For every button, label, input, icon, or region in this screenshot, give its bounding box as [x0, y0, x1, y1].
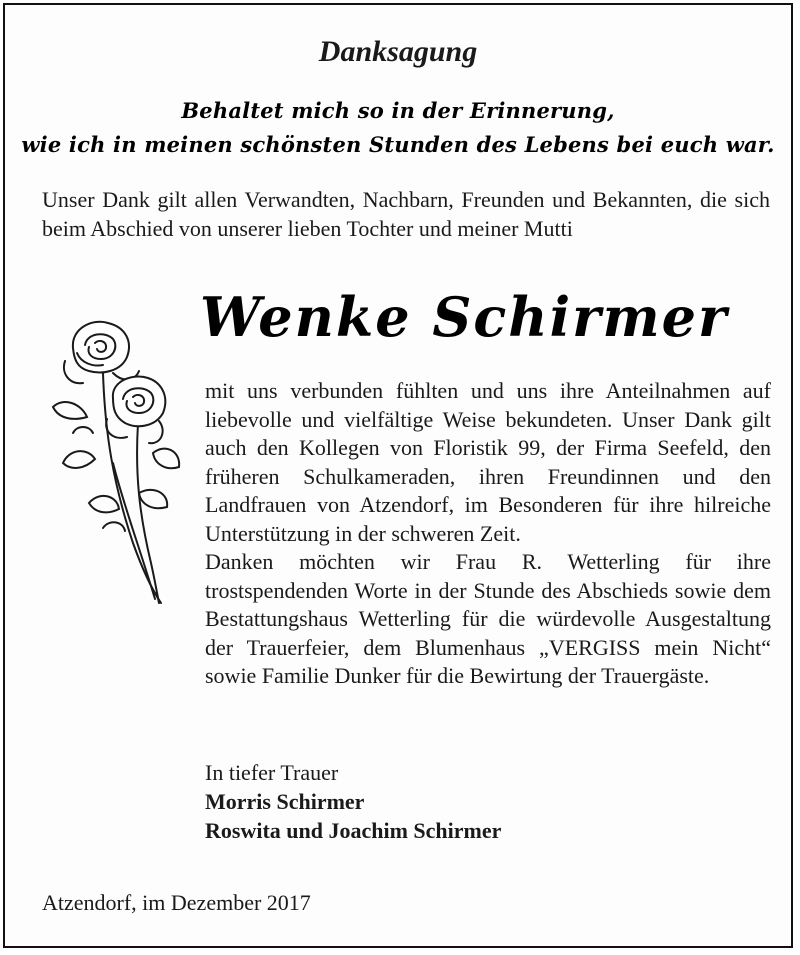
obituary-notice: [3, 3, 793, 948]
message-paragraph-1: mit uns verbunden fühlten und uns ihre Anteilnahmen auf liebevolle und vielfältige Weise bekundeten. Unser Dank gilt auch den Kollegen von Floristik 99, der Firma Seefeld, den früheren Schulkameraden, ihren Freundinnen und den Landfrauen von Atzendorf, im Besonderen für ihre hilreiche Unterstützung in der schweren Zeit.: [205, 378, 771, 546]
signature-block: [205, 758, 501, 845]
quote-line-2: wie ich in meinen schönsten Stunden des Lebens bei euch war.: [21, 132, 775, 157]
deceased-name: Wenke Schirmer: [200, 285, 729, 349]
roses-icon: [43, 313, 185, 609]
signatory-1: Morris Schirmer: [205, 789, 365, 814]
message-body: [205, 377, 771, 691]
place-date: Atzendorf, im Dezember 2017: [42, 890, 311, 915]
intro-text: Unser Dank gilt allen Verwandten, Nachbarn, Freunden und Bekannten, die sich beim Abschied von unserer lieben Tochter und meiner Mutti: [42, 187, 770, 241]
mourning-phrase: In tiefer Trauer: [205, 760, 339, 785]
notice-title: Danksagung: [318, 35, 478, 68]
quote-line-1: Behaltet mich so in der Erinnerung,: [181, 98, 615, 123]
signatory-2: Roswita und Joachim Schirmer: [205, 818, 502, 843]
message-paragraph-2: Danken möchten wir Frau R. Wetterling für ihre trostspendenden Worte in der Stunde des Abschieds sowie dem Bestattungshaus Wetterling für die würdevolle Ausgestaltung der Trauerfeier, dem Blumenhaus „VERGISS mein Nicht“ sowie Familie Dunker für die Bewirtung der Trauergäste.: [205, 549, 771, 688]
